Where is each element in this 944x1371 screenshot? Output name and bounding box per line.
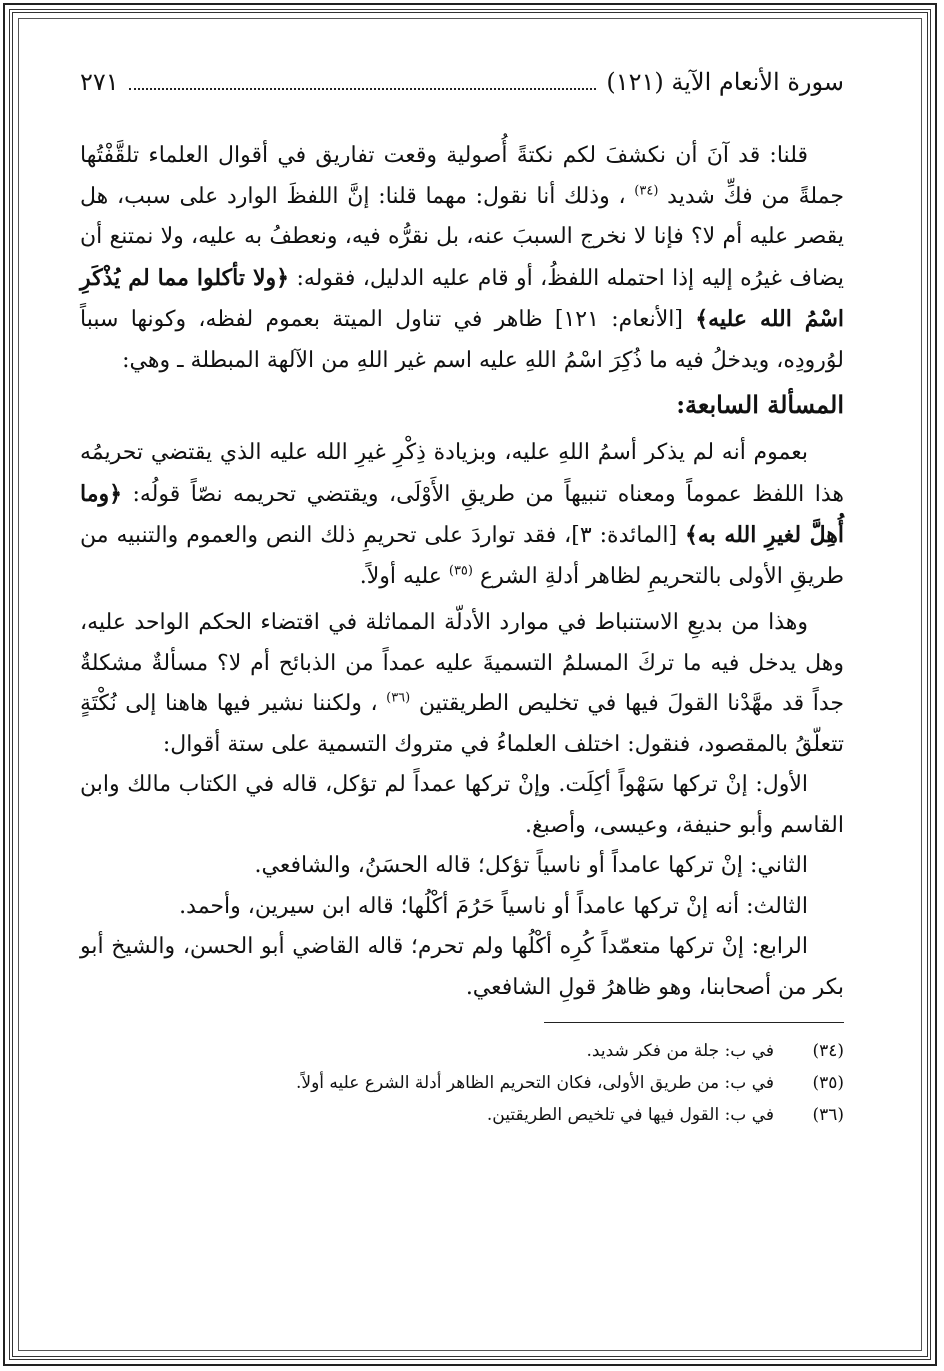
footnote-ref-35[interactable]: (٣٥) bbox=[448, 563, 473, 579]
paragraph-1-text-a: قلنا: قد آنَ أن نكشفَ لكم نكتةً أُصولية وقعت تفاريق في أقوال العلماء تلقَّفْتُها جملةً من فكِّ شديد bbox=[80, 143, 844, 209]
footnote-number: (٣٦) bbox=[812, 1105, 844, 1125]
paragraph-3-text-a: وهذا من بديعِ الاستنباط في موارد الأدلّة المماثلة في اقتضاء الحكم الواحد عليه، وهل يدخل فيه ما تركَ المسلمُ التسميةَ عليه عمداً من الذبائح أم لا؟ مسألةٌ مشكلةٌ جداً قد مهَّدْنا القولَ فيها في تخليص الطريقتين bbox=[80, 610, 844, 716]
running-header bbox=[80, 68, 844, 108]
paragraph-2-text-c: عليه أولاً. bbox=[359, 563, 442, 589]
paragraph-opinion-1: الأول: إنْ تركها سَهْواً أكِلَت. وإنْ تركها عمداً لم تؤكل، قاله في الكتاب مالك وابن القاسم وأبو حنيفة، وعيسى، وأصبغ. bbox=[80, 772, 844, 838]
section-title: المسألة السابعة: bbox=[676, 390, 844, 419]
footnote-text: في ب: جلة من فكر شديد. bbox=[586, 1041, 774, 1061]
footnote-number: (٣٥) bbox=[812, 1073, 844, 1093]
paragraph-2-text-b: [المائدة: ٣]، فقد تواردَ على تحريمِ ذلك النص والعموم والتنبيه من طريقِ الأولى بالتحريمِ لظاهر أدلةِ الشرع bbox=[80, 523, 844, 589]
quran-verse: ﴿ولا تأكلوا مما لم يُذْكَرِ اسْمُ الله عليه﴾ bbox=[80, 264, 844, 332]
footnote-text: في ب: القول فيها في تلخيص الطريقتين. bbox=[486, 1105, 774, 1125]
footnote-36 bbox=[80, 1099, 844, 1131]
paragraph-2-text-a: بعموم أنه لم يذكر أسمُ اللهِ عليه، وبزيادة ذِكْرِ غيرِ الله عليه الذي يقتضي تحريمُه هذا اللفظ عموماً ومعناه تنبيهاً من طريقِ الأَوْلَى، ويقتضي تحريمه نصّاً قولُه: bbox=[80, 440, 844, 507]
paragraph-1-text-b: ، وذلك أنا نقول: مهما قلنا: إنَّ اللفظَ الوارد على سبب، هل يقصر عليه أم لا؟ فإنا لا نخرج السببَ عنه، بل نقرُّه فيه، ونعطفُ به عليه، ولا نمتنع أن يضاف غيرُه إليه إذا احتمله اللفظُ، أو قام عليه الدليل، فقوله: bbox=[80, 183, 845, 291]
footnote-text: في ب: من طريق الأولى، فكان التحريم الظاهر أدلة الشرع عليه أولاً. bbox=[295, 1073, 774, 1093]
paragraph-opinion-3: الثالث: أنه إنْ تركها عامداً أو ناسياً حَرُمَ أكْلُها؛ قاله ابن سيرين، وأحمد. bbox=[179, 893, 808, 919]
paragraph-3 bbox=[80, 603, 844, 765]
paragraph-3-text-b: ، ولكننا نشير فيها هاهنا إلى نُكْتَةٍ تتعلّقُ بالمقصود، فنقول: اختلف العلماءُ في متروك التسمية على ستة أقوال: bbox=[80, 691, 844, 757]
header-dots bbox=[129, 74, 597, 90]
paragraph-1-text-c: [الأنعام: ١٢١] ظاهر في تناول الميتة بعموم لفظه، وكونها سبباً لوُرودِه، ويدخلُ فيه ما ذُكِرَ اسْمُ اللهِ عليه اسم غير اللهِ من الآلهة المبطلة ـ وهي: bbox=[80, 307, 844, 373]
page-content bbox=[80, 68, 844, 1131]
footnote-ref-34[interactable]: (٣٤) bbox=[634, 183, 659, 199]
footnote-ref-36[interactable]: (٣٦) bbox=[386, 690, 411, 706]
footnote-divider bbox=[544, 1022, 844, 1023]
page-number: ٢٧١ bbox=[80, 68, 119, 96]
footnote-number: (٣٤) bbox=[812, 1041, 844, 1061]
footnote-35 bbox=[80, 1067, 844, 1099]
quran-verse: ﴿وما أُهِلَّ لغيرِ الله به﴾ bbox=[80, 480, 844, 548]
footnote-34 bbox=[80, 1035, 844, 1067]
surah-title: سورة الأنعام الآية (١٢١) bbox=[606, 68, 844, 96]
paragraph-1 bbox=[80, 136, 844, 381]
paragraph-opinion-4: الرابع: إنْ تركها متعمّداً كُرِه أكْلُها ولم تحرم؛ قاله القاضي أبو الحسن، والشيخ أبو بكر من أصحابنا، وهو ظاهرُ قولِ الشافعي. bbox=[80, 934, 844, 1000]
paragraph-2 bbox=[80, 433, 844, 597]
paragraph-opinion-2: الثاني: إنْ تركها عامداً أو ناسياً تؤكل؛ قاله الحسَنُ، والشافعي. bbox=[254, 853, 808, 878]
